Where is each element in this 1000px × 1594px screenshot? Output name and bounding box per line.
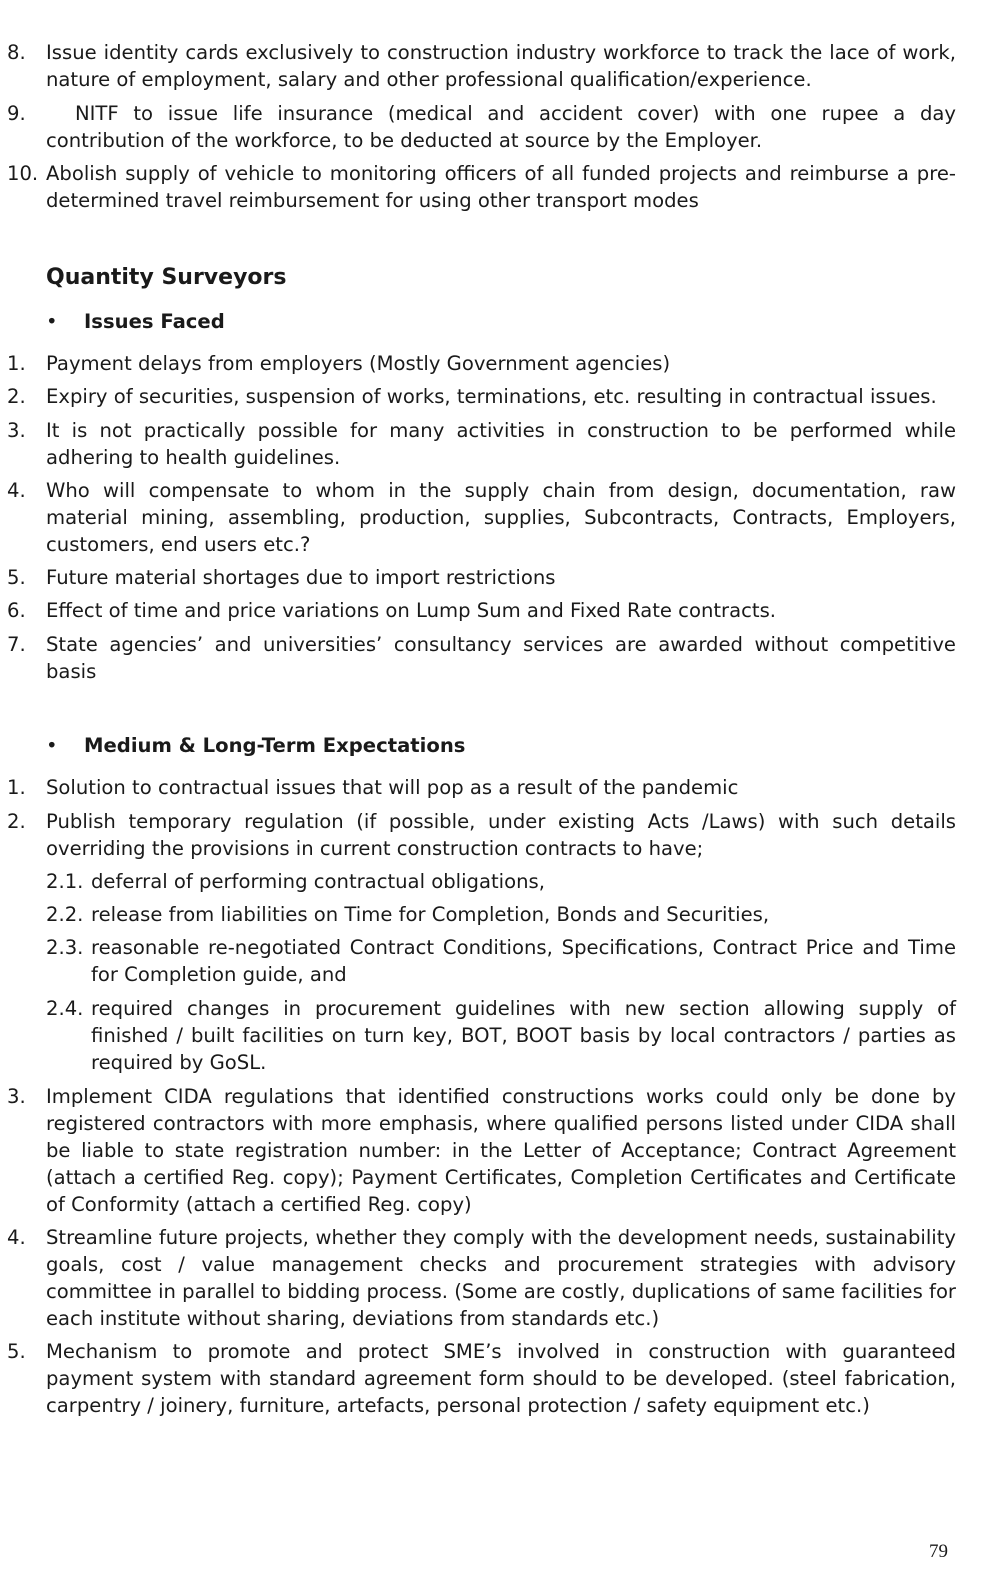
list-text: Future material shortages due to import restrictions	[46, 566, 556, 589]
list-item	[7, 808, 956, 862]
list-item	[7, 160, 956, 214]
sub-list-text: required changes in procurement guidelines with new section allowing supply of finished / built facilities on turn key, BOT, BOOT basis by local contractors / parties as required by GoSL.	[91, 997, 956, 1074]
expectations-heading	[46, 732, 465, 759]
list-text: Issue identity cards exclusively to construction industry workforce to track the lace of work, nature of employment, salary and other professional qualification/experience.	[46, 41, 956, 91]
list-item	[7, 1083, 956, 1218]
issues-heading-label: Issues Faced	[84, 310, 225, 333]
sub-list-number: 2.2.	[46, 903, 84, 926]
list-number: 4.	[7, 479, 26, 502]
expectations-heading-label: Medium & Long-Term Expectations	[84, 734, 466, 757]
list-item	[7, 564, 956, 591]
list-text: Expiry of securities, suspension of works, terminations, etc. resulting in contractual issues.	[46, 385, 937, 408]
list-item	[7, 39, 956, 93]
list-number: 2.	[7, 810, 26, 833]
list-text: Mechanism to promote and protect SME’s involved in construction with guaranteed payment system with standard agreement form should to be developed. (steel fabrication, carpentry / joinery, furniture, artefacts, personal protection / safety equipment etc.)	[46, 1340, 956, 1417]
sub-list-text: release from liabilities on Time for Completion, Bonds and Securities,	[91, 903, 770, 926]
list-item	[7, 597, 956, 624]
list-item	[7, 350, 956, 377]
list-number: 1.	[7, 352, 26, 375]
list-number: 8.	[7, 41, 26, 64]
list-text: Implement CIDA regulations that identified constructions works could only be done by registered contractors with more emphasis, where qualified persons listed under CIDA shall be liable to state registration number: in the Letter of Acceptance; Contract Agreement (attach a certified Reg. copy); Payment Certificates, Completion Certificates and Certificate of Conformity (attach a certified Reg. copy)	[46, 1085, 956, 1216]
sub-list-text: deferral of performing contractual obligations,	[91, 870, 545, 893]
list-text: Publish temporary regulation (if possible, under existing Acts /Laws) with such details overriding the provisions in current construction contracts to have;	[46, 810, 956, 860]
sub-list-number: 2.4.	[46, 997, 84, 1020]
list-item	[7, 1338, 956, 1419]
bullet-icon: •	[46, 310, 58, 333]
sub-list-item	[46, 995, 956, 1076]
list-number: 10.	[7, 162, 39, 185]
list-number: 6.	[7, 599, 26, 622]
page-number: 79	[929, 1541, 948, 1562]
list-number: 3.	[7, 1085, 26, 1108]
list-number: 5.	[7, 566, 26, 589]
sub-list-number: 2.1.	[46, 870, 84, 893]
list-text: Effect of time and price variations on Lump Sum and Fixed Rate contracts.	[46, 599, 777, 622]
list-text: NITF to issue life insurance (medical and accident cover) with one rupee a day contribution of the workforce, to be deducted at source by the Employer.	[46, 102, 956, 152]
list-text: It is not practically possible for many activities in construction to be performed while adhering to health guidelines.	[46, 419, 956, 469]
list-item	[7, 417, 956, 471]
list-number: 1.	[7, 776, 26, 799]
list-number: 2.	[7, 385, 26, 408]
list-text: Solution to contractual issues that will pop as a result of the pandemic	[46, 776, 739, 799]
list-item	[7, 774, 956, 801]
list-item	[7, 383, 956, 410]
list-item	[7, 477, 956, 558]
sub-list-item	[46, 901, 956, 928]
sub-list-number: 2.3.	[46, 936, 84, 959]
list-item	[7, 100, 956, 154]
list-text: Abolish supply of vehicle to monitoring officers of all funded projects and reimburse a pre-determined travel reimbursement for using other transport modes	[46, 162, 956, 212]
list-text: State agencies’ and universities’ consultancy services are awarded without competitive basis	[46, 633, 956, 683]
bullet-icon: •	[46, 734, 58, 757]
list-number: 9.	[7, 102, 26, 125]
sub-list-item	[46, 868, 956, 895]
list-number: 5.	[7, 1340, 26, 1363]
list-number: 4.	[7, 1226, 26, 1249]
list-number: 3.	[7, 419, 26, 442]
issues-heading	[46, 308, 225, 335]
section-title: Quantity Surveyors	[46, 265, 287, 290]
list-item	[7, 1224, 956, 1332]
list-number: 7.	[7, 633, 26, 656]
list-text: Streamline future projects, whether they comply with the development needs, sustainability goals, cost / value management checks and procurement strategies with advisory committee in parallel to bidding process. (Some are costly, duplications of same facilities for each institute without sharing, deviations from standards etc.)	[46, 1226, 956, 1330]
list-text: Who will compensate to whom in the supply chain from design, documentation, raw material mining, assembling, production, supplies, Subcontracts, Contracts, Employers, customers, end users etc.?	[46, 479, 956, 556]
sub-list-text: reasonable re-negotiated Contract Conditions, Specifications, Contract Price and Time for Completion guide, and	[91, 936, 956, 986]
sub-list-item	[46, 934, 956, 988]
list-item	[7, 631, 956, 685]
list-text: Payment delays from employers (Mostly Government agencies)	[46, 352, 671, 375]
